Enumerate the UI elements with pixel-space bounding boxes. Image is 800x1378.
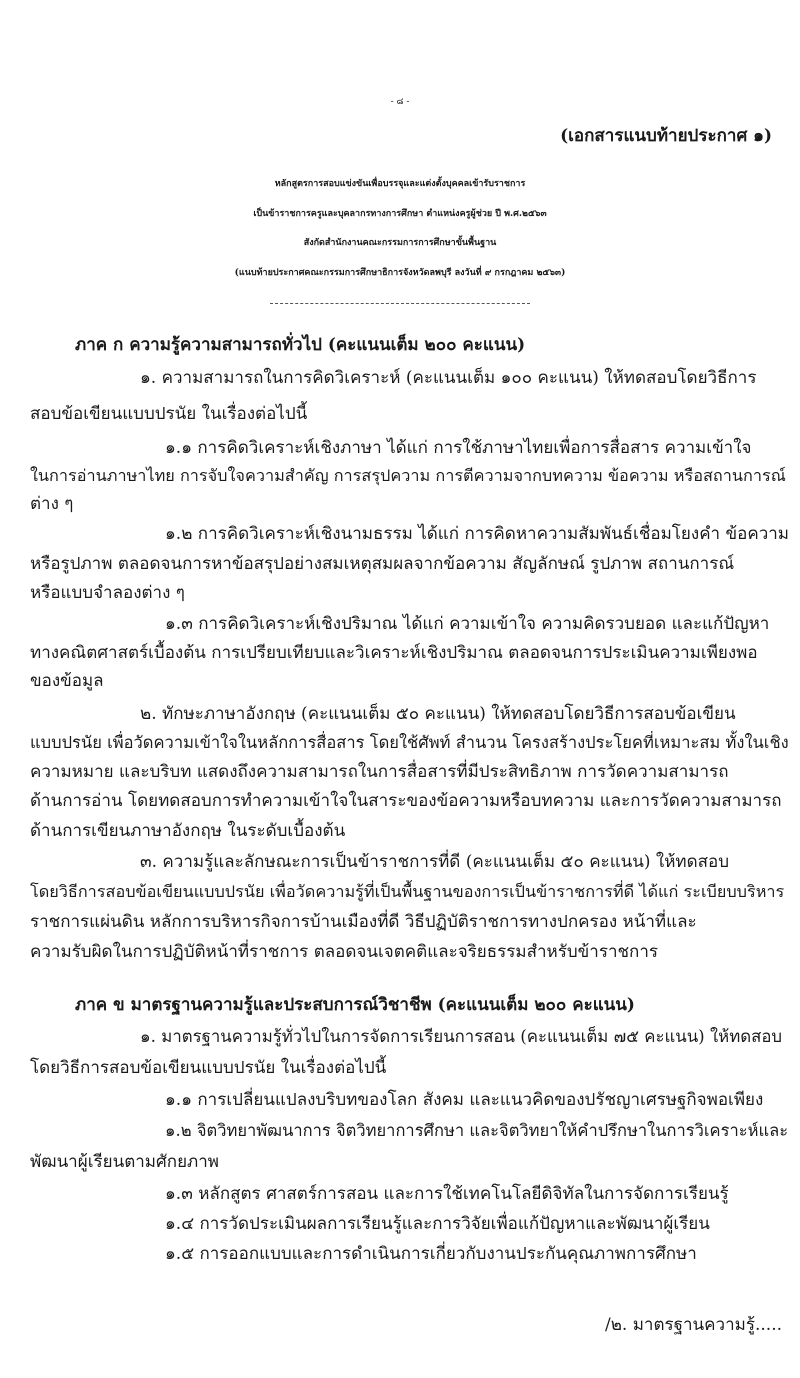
section-a-item1-2-line1: ๑.๒ การคิดวิเคราะห์เชิงนามธรรม ได้แก่ การคิดหาความสัมพันธ์เชื่อมโยงคำ ข้อความ xyxy=(165,524,790,544)
page-number: - ๘ - xyxy=(390,97,410,107)
section-a-item1-3-line3: ของข้อมูล xyxy=(30,671,104,691)
continuation-note: /๒. มาตรฐานความรู้..... xyxy=(604,1315,782,1335)
section-a-item1-3-line2: ทางคณิตศาสตร์เบื้องต้น การเปรียบเทียบและวิเคราะห์เชิงปริมาณ ตลอดจนการประเมินความเพียงพอ xyxy=(30,643,758,663)
title-line-2: เป็นข้าราชการครูและบุคลากรทางการศึกษา ตำแหน่งครูผู้ช่วย ปี พ.ศ.๒๕๖๓ xyxy=(253,209,547,219)
section-a-item3-line2: โดยวิธีการสอบข้อเขียนแบบปรนัย เพื่อวัดความรู้ที่เป็นพื้นฐานของการเป็นข้าราชการที่ดี ได้แก่ ระเบียบบริหาร xyxy=(30,882,785,901)
section-b-heading: ภาค ข มาตรฐานความรู้และประสบการณ์วิชาชีพ (คะแนนเต็ม ๒๐๐ คะแนน) xyxy=(75,995,635,1015)
section-b-item1-2-line1: ๑.๒ จิตวิทยาพัฒนาการ จิตวิทยาการศึกษา และจิตวิทยาให้คำปรึกษาในการวิเคราะห์และ xyxy=(165,1121,789,1140)
section-a-item3-line1: ๓. ความรู้และลักษณะการเป็นข้าราชการที่ดี (คะแนนเต็ม ๕๐ คะแนน) ให้ทดสอบ xyxy=(140,852,730,872)
attachment-label: (เอกสารแนบท้ายประกาศ ๑) xyxy=(560,126,772,146)
title-line-1: หลักสูตรการสอบแข่งขันเพื่อบรรจุและแต่งตั้งบุคคลเข้ารับราชการ xyxy=(274,179,526,189)
title-divider xyxy=(270,303,530,304)
title-line-4: (แนบท้ายประกาศคณะกรรมการศึกษาธิการจังหวัดลพบุรี ลงวันที่ ๙ กรกฎาคม ๒๕๖๓) xyxy=(234,268,566,278)
section-a-item3-line3: ราชการแผ่นดิน หลักการบริหารกิจการบ้านเมืองที่ดี วิธีปฏิบัติราชการทางปกครอง หน้าที่และ xyxy=(30,912,697,932)
section-a-item2-line1: ๒. ทักษะภาษาอังกฤษ (คะแนนเต็ม ๕๐ คะแนน) ให้ทดสอบโดยวิธีการสอบข้อเขียน xyxy=(140,704,736,724)
section-a-item1-3-line1: ๑.๓ การคิดวิเคราะห์เชิงปริมาณ ได้แก่ ความเข้าใจ ความคิดรวบยอด และแก้ปัญหา xyxy=(165,614,770,634)
section-b-item1-line2: โดยวิธีการสอบข้อเขียนแบบปรนัย ในเรื่องต่อไปนี้ xyxy=(30,1058,387,1078)
section-b-item1-5: ๑.๕ การออกแบบและการดำเนินการเกี่ยวกับงานประกันคุณภาพการศึกษา xyxy=(165,1244,697,1264)
section-b-item1-3: ๑.๓ หลักสูตร ศาสตร์การสอน และการใช้เทคโนโลยีดิจิทัลในการจัดการเรียนรู้ xyxy=(165,1184,729,1204)
section-a-item2-line3: ความหมาย และบริบท แสดงถึงความสามารถในการสื่อสารที่มีประสิทธิภาพ การวัดความสามารถ xyxy=(30,762,729,782)
section-a-item2-line2: แบบปรนัย เพื่อวัดความเข้าใจในหลักการสื่อสาร โดยใช้ศัพท์ สำนวน โครงสร้างประโยคที่เหมาะสม ทั้งในเชิง xyxy=(30,733,789,752)
section-a-item1-line1: ๑. ความสามารถในการคิดวิเคราะห์ (คะแนนเต็ม ๑๐๐ คะแนน) ให้ทดสอบโดยวิธีการ xyxy=(140,368,757,388)
section-a-item1-1-line2: ในการอ่านภาษาไทย การจับใจความสำคัญ การสรุปความ การตีความจากบทความ ข้อความ หรือสถานการณ์ xyxy=(30,466,786,485)
section-b-item1-line1: ๑. มาตรฐานความรู้ทั่วไปในการจัดการเรียนการสอน (คะแนนเต็ม ๗๕ คะแนน) ให้ทดสอบ xyxy=(140,1026,783,1046)
section-a-heading: ภาค ก ความรู้ความสามารถทั่วไป (คะแนนเต็ม ๒๐๐ คะแนน) xyxy=(75,335,526,355)
section-a-item1-1-line3: ต่าง ๆ xyxy=(30,494,74,514)
section-a-item2-line4: ด้านการอ่าน โดยทดสอบการทำความเข้าใจในสาระของข้อความหรือบทความ และการวัดความสามารถ xyxy=(30,791,782,811)
section-a-item2-line5: ด้านการเขียนภาษาอังกฤษ ในระดับเบื้องต้น xyxy=(30,821,346,841)
section-a-item3-line4: ความรับผิดในการปฏิบัติหน้าที่ราชการ ตลอดจนเจตคติและจริยธรรมสำหรับข้าราชการ xyxy=(30,942,659,962)
section-b-item1-4: ๑.๔ การวัดประเมินผลการเรียนรู้และการวิจัยเพื่อแก้ปัญหาและพัฒนาผู้เรียน xyxy=(165,1214,710,1234)
section-a-item1-line2: สอบข้อเขียนแบบปรนัย ในเรื่องต่อไปนี้ xyxy=(30,404,308,424)
section-a-item1-1-line1: ๑.๑ การคิดวิเคราะห์เชิงภาษา ได้แก่ การใช้ภาษาไทยเพื่อการสื่อสาร ความเข้าใจ xyxy=(165,438,752,458)
section-a-item1-2-line2: หรือรูปภาพ ตลอดจนการหาข้อสรุปอย่างสมเหตุสมผลจากข้อความ สัญลักษณ์ รูปภาพ สถานการณ์ xyxy=(30,554,735,574)
title-line-3: สังกัดสำนักงานคณะกรรมการการศึกษาขั้นพื้นฐาน xyxy=(303,238,497,248)
section-b-item1-1: ๑.๑ การเปลี่ยนแปลงบริบทของโลก สังคม และแนวคิดของปรัชญาเศรษฐกิจพอเพียง xyxy=(165,1090,764,1110)
section-b-item1-2-line2: พัฒนาผู้เรียนตามศักยภาพ xyxy=(30,1152,220,1172)
section-a-item1-2-line3: หรือแบบจำลองต่าง ๆ xyxy=(30,583,185,603)
